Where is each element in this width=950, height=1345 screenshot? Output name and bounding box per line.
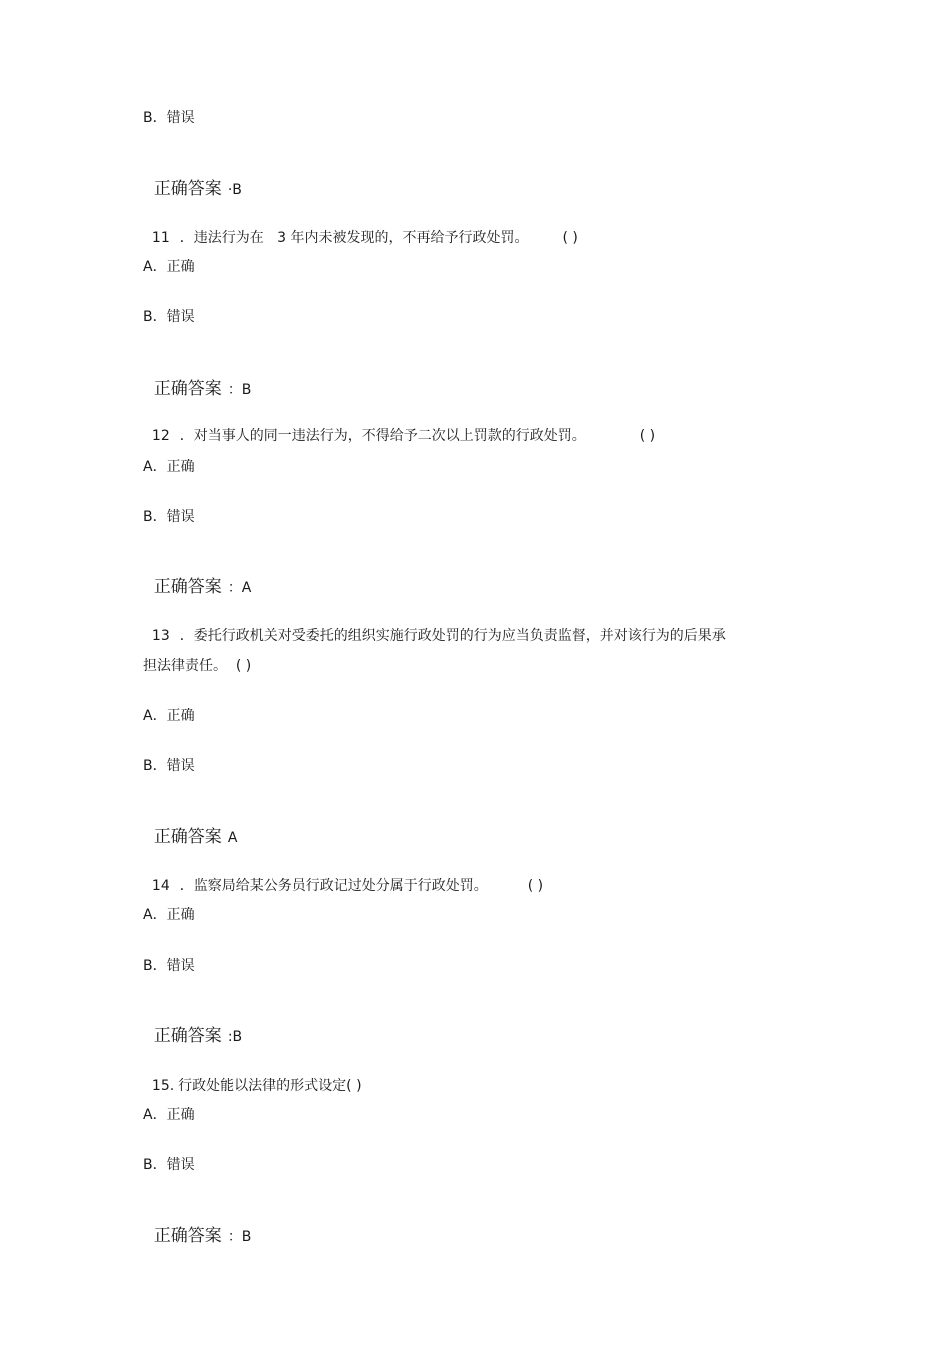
answer-blank: ( ) [562, 230, 578, 246]
option-b: B．错误 [143, 309, 195, 325]
question-text: ．监察局给某公务员行政记过处分属于行政处罚。 [179, 878, 488, 894]
question-15 [143, 1056, 362, 1096]
option-b: B．错误 [143, 110, 195, 126]
correct-answer [143, 1003, 242, 1048]
answer-label: 正确答案 [153, 577, 222, 597]
answer-label: 正确答案 [153, 1026, 222, 1046]
correct-answer [143, 356, 251, 401]
answer-value: :B [227, 1029, 243, 1045]
option-a: A．正确 [143, 1107, 195, 1123]
correct-answer [143, 804, 237, 849]
option-b: B．错误 [143, 1157, 195, 1173]
question-text: ．违法行为在 3 年内未被发现的，不再给予行政处罚。 [179, 230, 529, 246]
answer-label: 正确答案 [153, 827, 222, 847]
question-text: ．对当事人的同一违法行为，不得给予二次以上罚款的行政处罚。 [179, 428, 586, 444]
option-a: A．正确 [143, 459, 195, 475]
answer-blank: ( ) [639, 428, 656, 444]
question-number: 14 [151, 878, 170, 894]
question-number: 11 [151, 230, 170, 246]
answer-value: A [227, 830, 238, 846]
answer-value: ·B [227, 182, 242, 198]
correct-answer [143, 156, 242, 201]
answer-value: ：A [227, 580, 252, 596]
question-text: ．委托行政机关对受委托的组织实施行政处罚的行为应当负责监督，并对该行为的后果承 [179, 628, 726, 644]
question-12 [143, 406, 655, 446]
option-b: B．错误 [143, 758, 195, 774]
question-number: 15. [151, 1078, 175, 1094]
option-a: A．正确 [143, 907, 195, 923]
answer-label: 正确答案 [153, 379, 222, 399]
option-a: A．正确 [143, 708, 195, 724]
answer-value: ：B [227, 1229, 252, 1245]
answer-label: 正确答案 [153, 179, 222, 199]
question-number: 12 [151, 428, 170, 444]
question-14 [143, 856, 543, 896]
correct-answer [143, 554, 251, 599]
question-number: 13 [151, 628, 170, 644]
question-13-continued: 担法律责任。 ( ) [143, 658, 252, 674]
question-11 [143, 208, 578, 248]
option-b: B．错误 [143, 958, 195, 974]
answer-blank: ( ) [527, 878, 544, 894]
option-b: B．错误 [143, 509, 195, 525]
question-13 [143, 606, 726, 646]
question-text: 行政处能以法律的形式设定( ) [178, 1078, 362, 1094]
option-a: A．正确 [143, 259, 195, 275]
correct-answer [143, 1203, 251, 1248]
answer-value: ：B [227, 382, 252, 398]
answer-label: 正确答案 [153, 1226, 222, 1246]
